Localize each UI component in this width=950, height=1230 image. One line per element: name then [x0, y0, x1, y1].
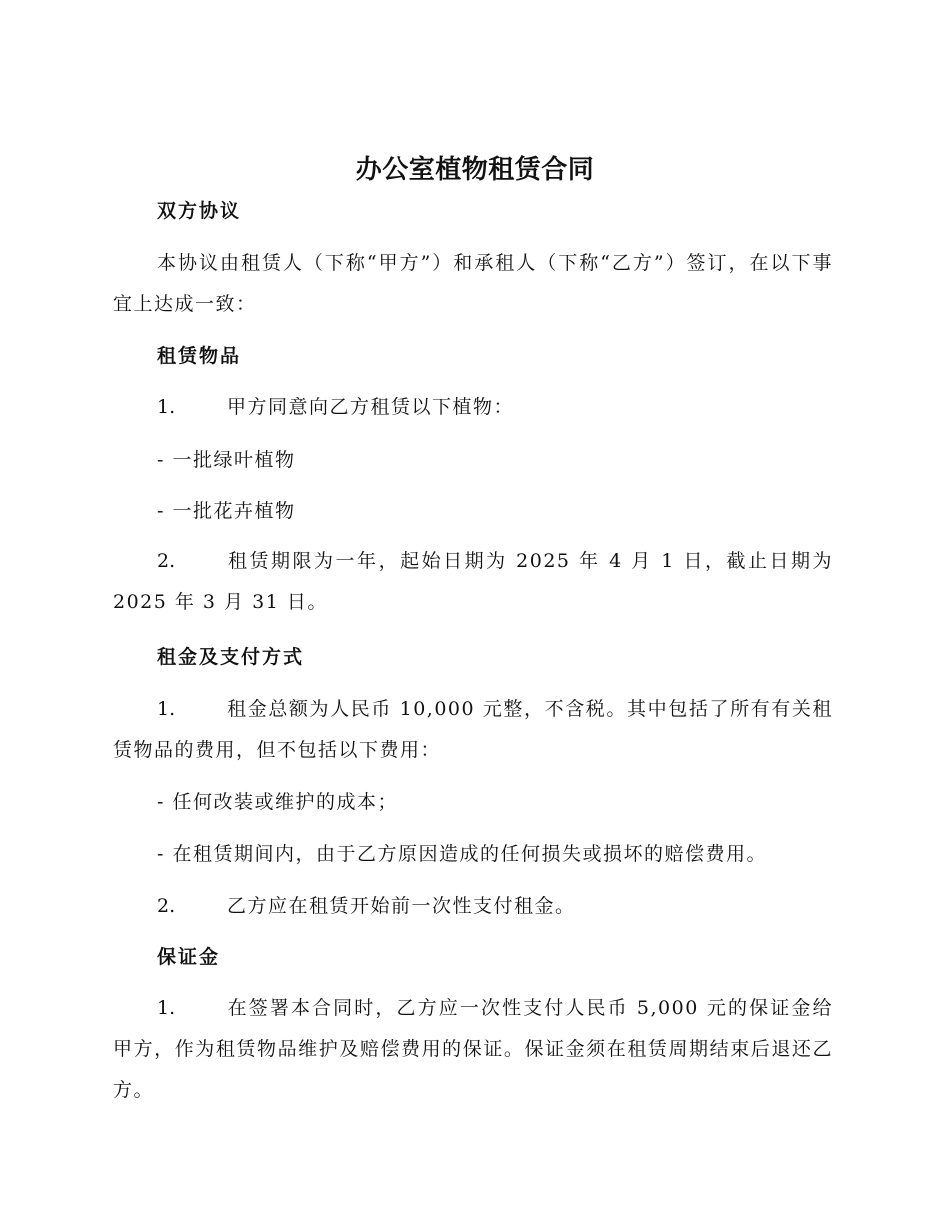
clause-text: 租金总额为人民币 10,000 元整，不含税。其中包括了所有有关租赁物品的费用，但不包括以下费用：	[113, 698, 833, 761]
rent-payment-clause-2	[113, 886, 833, 927]
rental-items-bullet-flower-plants: - 一批花卉植物	[157, 500, 296, 522]
clause-text: 在签署本合同时，乙方应一次性支付人民币 5,000 元的保证金给甲方，作为租赁物品维护及赔偿费用的保证。保证金须在租赁周期结束后退还乙方。	[113, 997, 833, 1101]
clause-text: 甲方同意向乙方租赁以下植物：	[227, 396, 515, 418]
section-heading-parties: 双方协议	[157, 200, 242, 222]
rent-payment-clause-1	[113, 689, 833, 771]
clause-text: 乙方应在租赁开始前一次性支付租金。	[227, 895, 576, 917]
deposit-clause-1	[113, 988, 833, 1111]
document-title: 办公室植物租赁合同	[355, 155, 595, 185]
rental-items-bullet-green-plants: - 一批绿叶植物	[157, 449, 296, 471]
rent-payment-bullet-damage: - 在租赁期间内，由于乙方原因造成的任何损失或损坏的赔偿费用。	[157, 843, 767, 865]
section-heading-deposit: 保证金	[157, 946, 221, 968]
rental-items-clause-1	[113, 387, 833, 428]
section-heading-rent-payment: 租金及支付方式	[157, 646, 305, 668]
clause-number: 1.	[157, 698, 176, 720]
clause-number: 1.	[157, 997, 176, 1019]
section-heading-rental-items: 租赁物品	[157, 345, 242, 367]
clause-number: 2.	[157, 895, 176, 917]
clause-number: 1.	[157, 396, 176, 418]
rent-payment-bullet-maintenance: - 任何改装或维护的成本；	[157, 791, 398, 813]
rental-items-clause-2	[113, 541, 833, 623]
parties-paragraph: 本协议由租赁人（下称“甲方”）和承租人（下称“乙方”）签订，在以下事宜上达成一致：	[113, 252, 833, 315]
clause-number: 2.	[157, 550, 176, 572]
clause-text: 租赁期限为一年，起始日期为 2025 年 4 月 1 日，截止日期为 2025 年 3 月 31 日。	[113, 550, 833, 613]
